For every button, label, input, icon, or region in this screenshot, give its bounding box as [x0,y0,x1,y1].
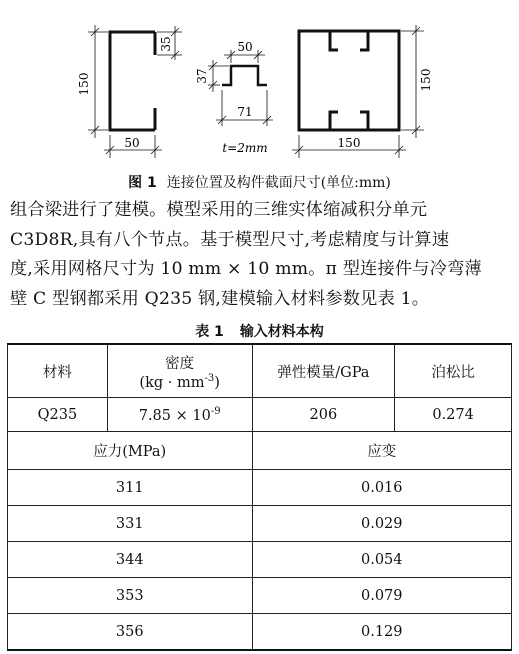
box-height-label: 150 [419,68,433,92]
figure-caption [0,172,519,192]
cell-material: Q235 [8,398,108,432]
header-strain: 应变 [252,432,512,470]
table-number: 表 1 [195,324,224,340]
section-figure [0,0,519,170]
cell-strain: 0.129 [252,614,512,651]
section-diagram [0,0,519,170]
cell-density-exp: -9 [210,405,221,417]
c-height-label: 150 [77,72,91,96]
cell-strain: 0.029 [252,506,512,542]
box-width-label: 150 [337,136,361,150]
header-density-exp: -3 [204,372,215,384]
c-width-label: 50 [124,136,140,150]
cell-density [107,398,252,432]
table-subheader-row [8,432,512,470]
header-density-close: ) [214,374,220,391]
material-table [7,343,512,651]
cell-stress: 353 [8,578,253,614]
paragraph-line: 组合梁进行了建模。模型采用的三维实体缩减积分单元 [10,200,428,220]
paragraph-line: 壁 C 型钢都采用 Q235 钢,建模输入材料参数见表 1。 [10,288,430,309]
table-row [8,614,512,651]
cell-stress: 356 [8,614,253,651]
table-row [8,542,512,578]
table-title-text: 输入材料本构 [239,324,324,340]
cell-strain: 0.016 [252,470,512,506]
pi-bottom-label: 71 [237,105,253,119]
cell-stress: 344 [8,542,253,578]
table-row [8,398,512,432]
header-density-unit: (kg · mm [139,374,205,391]
figure-number: 图 1 [128,175,157,191]
table-row [8,470,512,506]
header-density-line2 [108,373,252,391]
pi-height-label: 37 [195,68,209,84]
cell-stress: 331 [8,506,253,542]
header-density-line1: 密度 [165,355,195,372]
figure-caption-text: 连接位置及构件截面尺寸(单位:mm) [166,175,391,191]
header-density [107,344,252,398]
cell-density-base: 7.85 × 10 [138,407,211,424]
table-title [0,321,519,341]
body-paragraph [10,196,510,314]
cell-strain: 0.054 [252,542,512,578]
box-section-shape [299,31,399,130]
c-section-shape [110,32,155,130]
header-poisson: 泊松比 [395,344,512,398]
paragraph-line: 度,采用网格尺寸为 10 mm × 10 mm。π 型连接件与冷弯薄 [10,259,482,279]
header-modulus: 弹性模量/GPa [252,344,395,398]
header-stress: 应力(MPa) [8,432,253,470]
table-row [8,506,512,542]
c-lip-label: 35 [159,36,173,52]
cell-stress: 311 [8,470,253,506]
cell-strain: 0.079 [252,578,512,614]
cell-poisson: 0.274 [395,398,512,432]
thickness-label: t=2mm [222,141,268,155]
cell-modulus: 206 [252,398,395,432]
table-header-row [8,344,512,398]
paragraph-line: C3D8R,具有八个节点。基于模型尺寸,考虑精度与计算速 [10,229,450,250]
table-row [8,578,512,614]
header-material: 材料 [8,344,108,398]
pi-top-label: 50 [237,40,253,54]
pi-connector-shape [222,66,267,85]
